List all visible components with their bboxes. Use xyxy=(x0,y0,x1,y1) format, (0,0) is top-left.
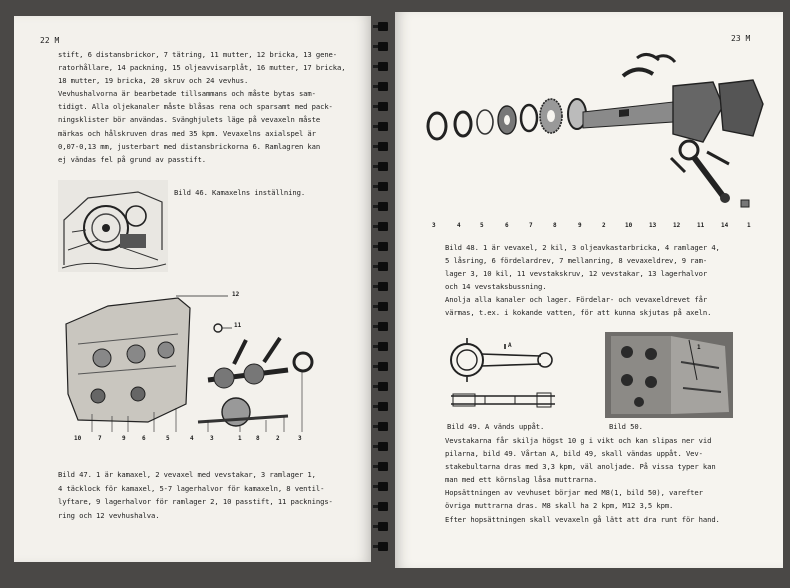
binding-ring xyxy=(378,202,388,211)
binding-ring xyxy=(378,242,388,251)
text-line: Hopsättningen av vevhuset börjar med M8(1, bild 50), varefter xyxy=(445,488,703,498)
binding-ring xyxy=(378,322,388,331)
figure-48-label: 14 xyxy=(721,222,729,229)
text-line: ningsklister bör användas. Svänghjulets läge på vevaxeln måste xyxy=(58,115,321,125)
left-body-text xyxy=(58,48,345,166)
binding-ring xyxy=(378,522,388,531)
text-line: lager 3, 10 kil, 11 vevstakskruv, 12 vevstakar, 13 lagerhalvor xyxy=(445,269,708,279)
text-line: pilarna, bild 49. Vårtan A, bild 49, skall vändas uppåt. Vev- xyxy=(445,449,703,459)
figure-47-label: 10 xyxy=(74,435,82,442)
figure-47-label: 6 xyxy=(142,435,146,442)
figure-48-label: 13 xyxy=(649,222,657,229)
figure-47-label: 12 xyxy=(232,291,240,298)
figure-48-label: 5 xyxy=(480,222,484,229)
binding-ring xyxy=(378,542,388,551)
text-line: man med ett körnslag låsa muttrarna. xyxy=(445,475,598,485)
text-line: 18 mutter, 19 bricka, 20 skruv och 24 vevhus. xyxy=(58,76,249,86)
binding-ring xyxy=(378,122,388,131)
binding-ring xyxy=(378,422,388,431)
left-page-number: 22 M xyxy=(40,36,60,45)
text-line: ring och 12 vevhushalva. xyxy=(58,510,160,520)
text-line: ratorhållare, 14 packning, 15 oljeavvisarplåt, 16 mutter, 17 bricka, xyxy=(58,63,346,73)
binding-ring xyxy=(378,442,388,451)
figure-50-caption: Bild 50. xyxy=(609,422,643,431)
binding-ring xyxy=(378,462,388,471)
binding-ring xyxy=(378,482,388,491)
figure-48-label: 9 xyxy=(578,222,582,229)
figure-47-label: 9 xyxy=(122,435,126,442)
figure-48-label: 2 xyxy=(602,222,606,229)
binding-ring xyxy=(378,22,388,31)
binding-ring xyxy=(378,262,388,271)
figure-47-caption xyxy=(58,468,333,522)
text-line: ej vändas fel på grund av passtift. xyxy=(58,154,206,164)
binding-ring xyxy=(378,42,388,51)
figure-47-label: 3 xyxy=(210,435,214,442)
text-line: tidigt. Alla oljekanaler måste blåsas rena och sparsamt med pack- xyxy=(58,102,333,112)
binding-ring xyxy=(378,142,388,151)
figure-50-image xyxy=(605,332,733,418)
figure-47-label: 3 xyxy=(298,435,302,442)
figure-46-image xyxy=(58,180,168,272)
figure-47-label: 1 xyxy=(238,435,242,442)
binding-ring xyxy=(378,82,388,91)
text-line: Anolja alla kanaler och lager. Fördelar- och vevaxeldrevet får xyxy=(445,295,708,305)
figure-50-label: 1 xyxy=(697,344,701,351)
figure-48-label: 7 xyxy=(529,222,533,229)
binding-ring xyxy=(378,182,388,191)
binding-ring xyxy=(378,62,388,71)
figure-48-label: 12 xyxy=(673,222,681,229)
text-line: och 14 vevstaksbussning. xyxy=(445,282,547,292)
left-page xyxy=(14,16,371,562)
figure-47-label: 5 xyxy=(166,435,170,442)
figure-47-label: 11 xyxy=(234,322,242,329)
binding-ring xyxy=(378,382,388,391)
figure-48-label: 1 xyxy=(747,222,751,229)
text-line: övriga muttrarna dras. M8 skall ha 2 kpm, M12 3,5 kpm. xyxy=(445,501,674,511)
right-page xyxy=(395,12,783,568)
figure-48-label: 10 xyxy=(625,222,633,229)
right-page-number: 23 M xyxy=(731,34,751,43)
text-line: 4 täcklock för kamaxel, 5-7 lagerhalvor för kamaxeln, 8 ventil- xyxy=(58,483,325,493)
figure-48-label: 6 xyxy=(505,222,509,229)
figure-48-label: 3 xyxy=(432,222,436,229)
text-line: värmas, t.ex. i kokande vatten, för att kunna skjutas på axeln. xyxy=(445,308,712,318)
binding-ring xyxy=(378,162,388,171)
figure-48-label: 11 xyxy=(697,222,705,229)
figure-47-label: 8 xyxy=(256,435,260,442)
text-line: Efter hopsättningen skall vevaxeln gå lätt att dra runt för hand. xyxy=(445,514,720,524)
binding-ring xyxy=(378,502,388,511)
text-line: stift, 6 distansbrickor, 7 tätring, 11 mutter, 12 bricka, 13 gene- xyxy=(58,50,337,59)
figure-48-label: 8 xyxy=(553,222,557,229)
text-line: Bild 47. 1 är kamaxel, 2 vevaxel med vevstakar, 3 ramlager 1, xyxy=(58,470,316,479)
binding-ring xyxy=(378,362,388,371)
binding-ring xyxy=(378,402,388,411)
binding-ring xyxy=(378,282,388,291)
text-line: Bild 48. 1 är vevaxel, 2 kil, 3 oljeavkastarbricka, 4 ramlager 4, xyxy=(445,243,720,252)
text-line: 0,07-0,13 mm, justerbart med distansbrickorna 6. Ramlagren kan xyxy=(58,141,321,151)
text-line: Vevstakarna får skilja högst 10 g i vikt och kan slipas ner vid xyxy=(445,436,712,445)
text-line: lyftare, 9 lagerhalvor för ramlager 2, 10 passtift, 11 packnings- xyxy=(58,497,333,506)
figure-49-image xyxy=(445,336,565,416)
figure-47-label: 2 xyxy=(276,435,280,442)
binding-ring xyxy=(378,302,388,311)
figure-47-label: 7 xyxy=(98,435,102,442)
figure-48-image xyxy=(423,46,773,216)
text-line: 5 låsring, 6 fördelardrev, 7 mellanring, 8 vevaxeldrev, 9 ram- xyxy=(445,256,708,266)
text-line: stakebultarna dras med 3,3 kpm, väl anoljade. På vissa typer kan xyxy=(445,462,716,472)
text-line: Vevhushalvorna är bearbetade tillsammans och måste bytas sam- xyxy=(58,89,316,99)
figure-48-caption xyxy=(445,241,720,320)
figure-47-image xyxy=(58,284,318,434)
right-body-text xyxy=(445,434,720,526)
figure-47-label: 4 xyxy=(190,435,194,442)
figure-46-caption: Bild 46. Kamaxelns inställning. xyxy=(174,188,306,197)
binding-ring xyxy=(378,342,388,351)
figure-49-caption: Bild 49. A vänds uppåt. xyxy=(447,422,545,431)
figure-48-label: 4 xyxy=(457,222,461,229)
binding-ring xyxy=(378,222,388,231)
binding-ring xyxy=(378,102,388,111)
text-line: märkas och hålskruven dras med 35 kpm. Vevaxelns axialspel är xyxy=(58,128,316,138)
figure-49-label: A xyxy=(508,342,512,349)
